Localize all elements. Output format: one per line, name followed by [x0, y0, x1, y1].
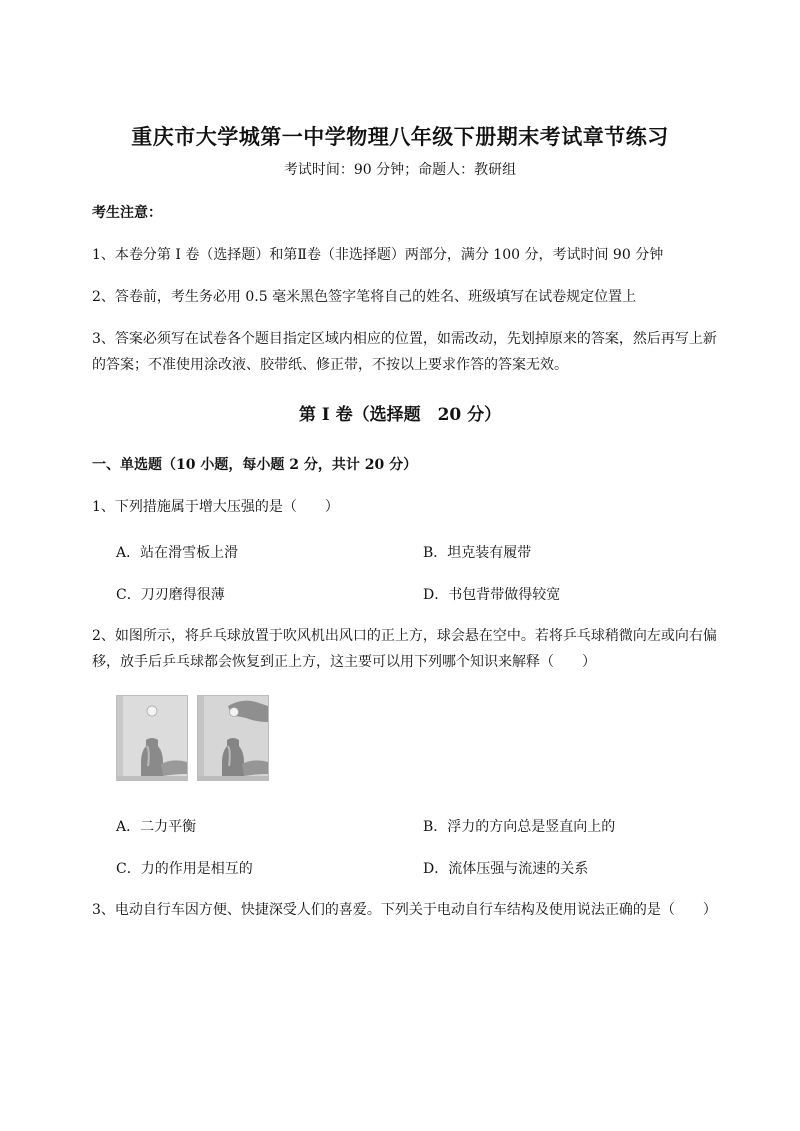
question-1-option-a: A．站在滑雪板上滑 — [116, 545, 239, 561]
section-title: 第 I 卷（选择题 20 分） — [298, 405, 502, 425]
notice-item-1: 1、本卷分第 I 卷（选择题）和第Ⅱ卷（非选择题）两部分，满分 100 分，考试时间 90 分钟 — [92, 247, 664, 263]
question-2-option-c: C．力的作用是相互的 — [116, 861, 253, 877]
page-title: 重庆市大学城第一中学物理八年级下册期末考试章节练习 — [131, 124, 669, 149]
part-heading: 一、单选题（10 小题，每小题 2 分，共计 20 分） — [92, 457, 418, 473]
hair-dryer-photo-right — [197, 695, 269, 781]
question-3-stem: 3、电动自行车因方便、快捷深受人们的喜爱。下列关于电动自行车结构及使用说法正确的是（ ） — [92, 902, 717, 918]
question-1-option-b: B．坦克装有履带 — [423, 545, 532, 561]
question-2-option-d: D．流体压强与流速的关系 — [423, 861, 589, 877]
exam-info: 考试时间：90 分钟；命题人：教研组 — [283, 162, 517, 178]
notice-item-3-cont: 的答案；不准使用涂改液、胶带纸、修正带，不按以上要求作答的答案无效。 — [92, 357, 568, 373]
question-1-option-c: C．刀刃磨得很薄 — [116, 587, 225, 603]
question-2-stem-cont: 移，放手后乒乓球都会恢复到正上方，这主要可以用下列哪个知识来解释（ ） — [92, 654, 596, 670]
notice-item-2: 2、答卷前，考生务必用 0.5 毫米黑色签字笔将自己的姓名、班级填写在试卷规定位置上 — [92, 289, 637, 305]
notice-item-3: 3、答案必须写在试卷各个题目指定区域内相应的位置，如需改动，先划掉原来的答案，然后再写上新 — [92, 331, 717, 347]
question-2-option-a: A．二力平衡 — [116, 819, 197, 835]
question-2-stem: 2、如图所示，将乒乓球放置于吹风机出风口的正上方，球会悬在空中。若将乒乓球稍微向左或向右偏 — [92, 628, 717, 644]
question-1-stem: 1、下列措施属于增大压强的是（ ） — [92, 499, 339, 515]
question-2-option-b: B．浮力的方向总是竖直向上的 — [423, 819, 616, 835]
question-1-option-d: D．书包背带做得较宽 — [423, 587, 561, 603]
question-2-figure — [116, 695, 269, 781]
notice-heading: 考生注意： — [92, 205, 162, 221]
hair-dryer-photo-left — [116, 695, 188, 781]
